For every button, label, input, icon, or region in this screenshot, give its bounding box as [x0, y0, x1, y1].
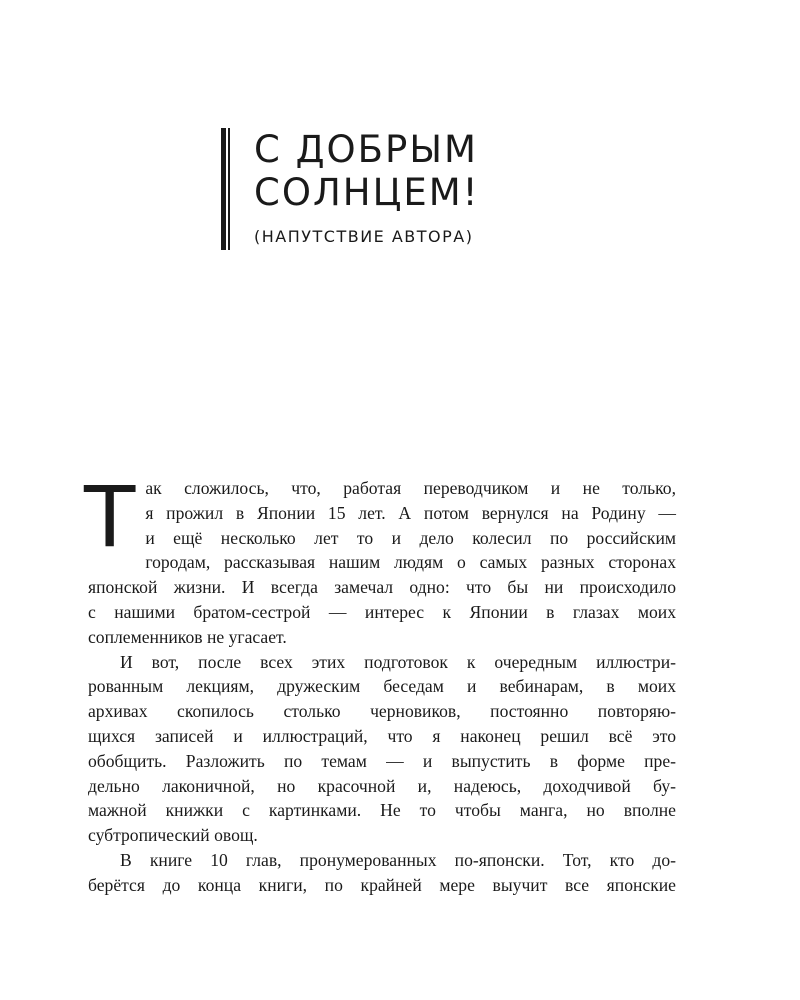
chapter-title-line-1: С ДОБРЫМ — [254, 128, 478, 171]
text-line: обобщить. Разложить по темам — и выпустить в форме пре- — [88, 750, 676, 771]
chapter-title — [254, 128, 479, 214]
title-vertical-rules — [221, 128, 233, 250]
text-line: с нашими братом-сестрой — интерес к Японии в глазах моих — [88, 601, 676, 622]
text-line: рованным лекциям, дружеским беседам и вебинарам, в моих — [88, 676, 676, 697]
text-line: В книге 10 глав, пронумерованных по-японски. Тот, кто до- — [120, 849, 676, 870]
drop-cap: Т — [84, 468, 136, 566]
paragraph-2 — [88, 650, 676, 848]
text-line: дельно лаконичной, но красочной и, надеюсь, доходчивой бу- — [88, 775, 676, 796]
text-line: городам, рассказывая нашим людям о самых разных сторонах — [145, 552, 676, 573]
text-line: субтропический овощ. — [88, 825, 258, 846]
title-rule-thin — [228, 128, 230, 250]
chapter-subtitle: (НАПУТСТВИЕ АВТОРА) — [254, 227, 474, 246]
title-rule-thick — [221, 128, 226, 250]
text-line: мажной книжки с картинками. Не то чтобы манга, но вполне — [88, 800, 676, 821]
chapter-title-block — [221, 128, 641, 250]
text-line: ак сложилось, что, работая переводчиком и не только, — [145, 478, 676, 498]
body-text — [84, 468, 676, 898]
text-line: берётся до конца книги, по крайней мере выучит все японские — [88, 874, 676, 895]
text-line: архивах скопилось столько черновиков, постоянно повторяю- — [88, 701, 676, 722]
text-line: японской жизни. И всегда замечал одно: что бы ни происходило — [88, 577, 676, 598]
text-line: и ещё несколько лет то и дело колесил по российским — [145, 527, 676, 548]
text-line: я прожил в Японии 15 лет. А потом вернулся на Родину — — [145, 502, 676, 523]
chapter-title-line-2: СОЛНЦЕМ! — [254, 171, 480, 214]
text-line: щихся записей и иллюстраций, что я наконец решил всё это — [88, 725, 676, 746]
text-line: И вот, после всех этих подготовок к очередным иллюстри- — [120, 651, 676, 672]
text-line: соплеменников не угасает. — [88, 626, 287, 647]
paragraph-3 — [88, 848, 676, 898]
paragraph-1 — [84, 468, 676, 650]
